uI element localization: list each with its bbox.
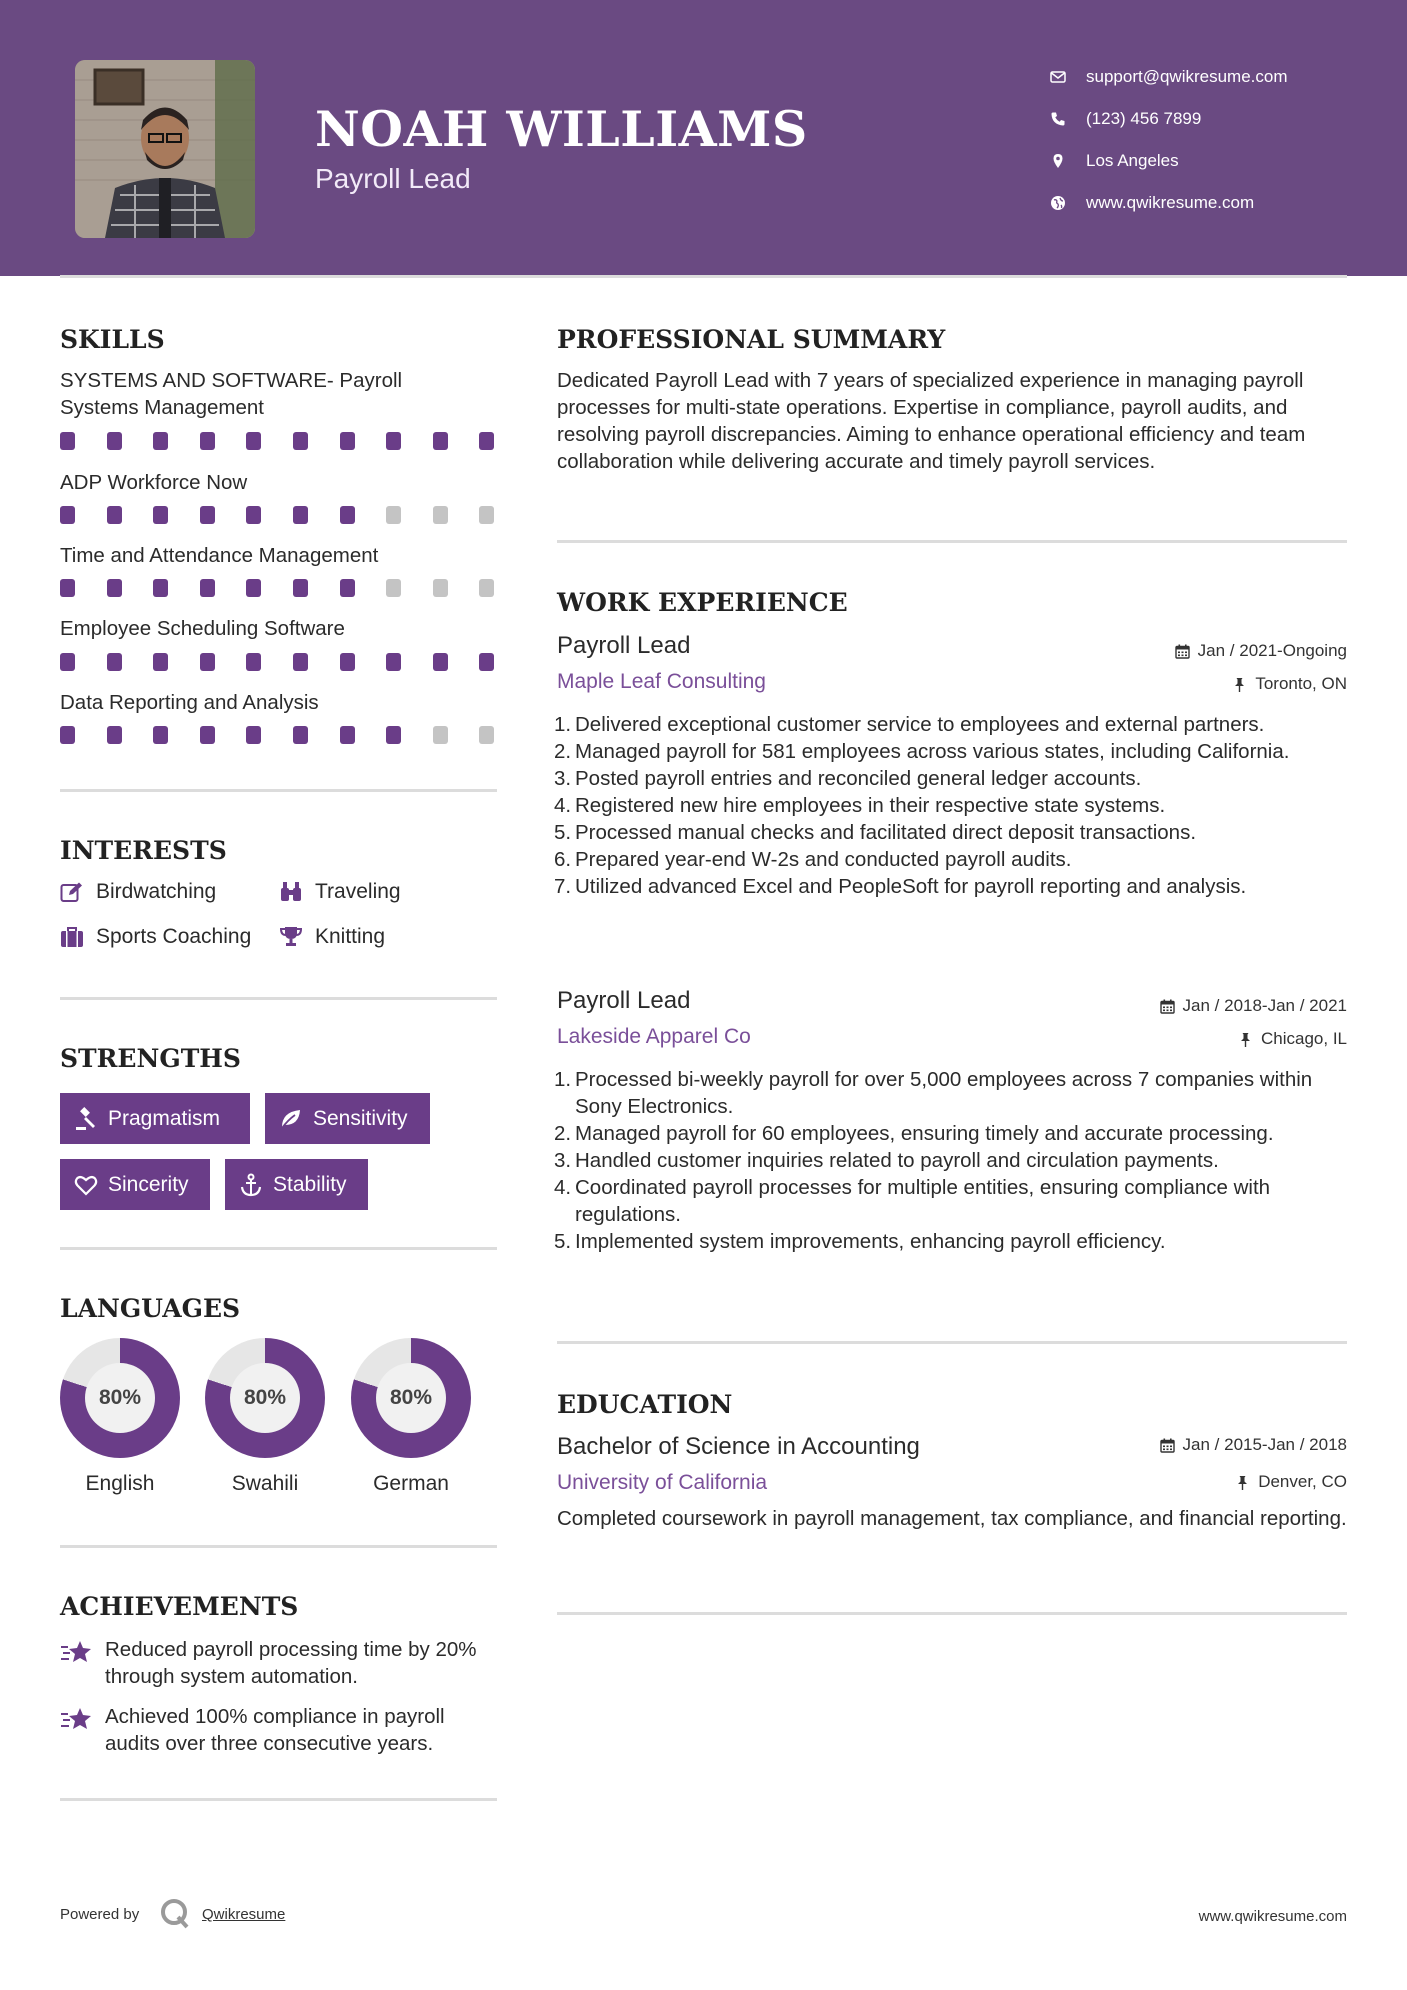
skill-dot-filled bbox=[433, 432, 448, 450]
interests-heading: INTERESTS bbox=[60, 836, 227, 865]
skill-dot-filled bbox=[200, 653, 215, 671]
job-date-text: Jan / 2021-Ongoing bbox=[1197, 641, 1347, 660]
skill-rating bbox=[60, 506, 500, 524]
responsibility-item bbox=[554, 1228, 1357, 1255]
contact-location-text: Los Angeles bbox=[1086, 151, 1179, 170]
responsibility-number: 4. bbox=[554, 1176, 572, 1199]
achievement-item bbox=[60, 1636, 500, 1690]
skill-dot-empty bbox=[433, 579, 448, 597]
skill-label: Employee Scheduling Software bbox=[60, 617, 345, 640]
responsibility-item bbox=[554, 738, 1357, 765]
skill-rating bbox=[60, 432, 500, 450]
map-marker-icon bbox=[1050, 151, 1086, 171]
job-date-text: Jan / 2018-Jan / 2021 bbox=[1182, 996, 1347, 1015]
job-date bbox=[1160, 996, 1347, 1016]
skill-dot-filled bbox=[479, 432, 494, 450]
strength-label: Stability bbox=[273, 1172, 347, 1196]
strength-badge bbox=[265, 1093, 430, 1144]
job-location-text: Chicago, IL bbox=[1261, 1029, 1347, 1048]
experience-heading: WORK EXPERIENCE bbox=[557, 588, 848, 617]
responsibility-item bbox=[554, 765, 1357, 792]
responsibility-number: 1. bbox=[554, 713, 572, 736]
skill-dot-filled bbox=[340, 432, 355, 450]
responsibility-text: Registered new hire employees in their respective state systems. bbox=[575, 794, 1166, 817]
powered-by-label: Powered by bbox=[60, 1906, 140, 1923]
interest-item bbox=[60, 880, 216, 904]
interest-item bbox=[60, 925, 251, 949]
section-divider bbox=[557, 540, 1347, 543]
skill-label: Time and Attendance Management bbox=[60, 544, 379, 567]
language-percent: 80% bbox=[85, 1363, 155, 1433]
skill-dot-filled bbox=[107, 432, 122, 450]
strength-label: Sensitivity bbox=[313, 1106, 408, 1130]
gavel-icon bbox=[74, 1107, 98, 1131]
job-date bbox=[1175, 641, 1347, 661]
candidate-title: Payroll Lead bbox=[315, 163, 471, 194]
responsibility-item bbox=[554, 819, 1357, 846]
language-name: English bbox=[85, 1472, 155, 1495]
strengths-heading: STRENGTHS bbox=[60, 1044, 241, 1073]
shooting-star-icon bbox=[60, 1638, 94, 1666]
skill-dot-filled bbox=[246, 506, 261, 524]
strength-label: Sincerity bbox=[108, 1172, 189, 1196]
language-item bbox=[205, 1338, 325, 1496]
skill-dot-filled bbox=[153, 506, 168, 524]
education-heading: EDUCATION bbox=[557, 1390, 733, 1419]
pencil-square-icon bbox=[60, 881, 84, 903]
pushpin-icon bbox=[1232, 677, 1247, 692]
strength-badge bbox=[225, 1159, 368, 1210]
contact-website[interactable] bbox=[1050, 182, 1380, 224]
phone-icon bbox=[1050, 109, 1086, 129]
responsibility-item bbox=[554, 846, 1357, 873]
company-name: Lakeside Apparel Co bbox=[557, 1025, 751, 1048]
anchor-icon bbox=[239, 1173, 263, 1197]
responsibility-item bbox=[554, 873, 1357, 900]
responsibility-item bbox=[554, 1147, 1357, 1174]
skill-dot-empty bbox=[479, 506, 494, 524]
language-item bbox=[351, 1338, 471, 1496]
education-location bbox=[1235, 1472, 1347, 1492]
calendar-icon bbox=[1160, 1438, 1175, 1453]
skill-dot-filled bbox=[246, 579, 261, 597]
skill-dot-filled bbox=[153, 432, 168, 450]
section-divider bbox=[60, 1798, 497, 1801]
education-date bbox=[1160, 1435, 1347, 1455]
skill-dot-filled bbox=[386, 653, 401, 671]
skill-dot-filled bbox=[153, 653, 168, 671]
skill-dot-filled bbox=[479, 653, 494, 671]
company-name: Maple Leaf Consulting bbox=[557, 670, 766, 693]
responsibility-item bbox=[554, 1120, 1357, 1147]
education-date-text: Jan / 2015-Jan / 2018 bbox=[1182, 1435, 1347, 1454]
skill-label: SYSTEMS AND SOFTWARE- Payroll Systems Management bbox=[60, 369, 403, 419]
envelope-icon bbox=[1050, 67, 1086, 87]
skill-dot-filled bbox=[293, 579, 308, 597]
section-divider bbox=[557, 1341, 1347, 1344]
header-divider bbox=[60, 275, 1347, 278]
responsibility-text: Handled customer inquiries related to payroll and circulation payments. bbox=[575, 1149, 1219, 1172]
achievement-text: Achieved 100% compliance in payroll audits over three consecutive years. bbox=[105, 1705, 445, 1755]
candidate-name: NOAH WILLIAMS bbox=[315, 100, 808, 158]
summary-text: Dedicated Payroll Lead with 7 years of specialized experience in managing payroll processes for multi-state operations. Expertise in compliance, payroll audits, and resolving payroll discrepancies. Aiming to enhance operational efficiency and team collaboration while delivering accurate and timely payroll services. bbox=[557, 369, 1306, 473]
skill-dot-empty bbox=[433, 726, 448, 744]
skill-dot-filled bbox=[386, 432, 401, 450]
responsibility-text: Processed bi-weekly payroll for over 5,000 employees across 7 companies within Sony Electronics. bbox=[575, 1068, 1313, 1118]
skill-dot-filled bbox=[246, 432, 261, 450]
school-name: University of California bbox=[557, 1471, 768, 1494]
skill-dot-empty bbox=[479, 726, 494, 744]
skill-rating bbox=[60, 726, 500, 744]
contact-email[interactable] bbox=[1050, 56, 1380, 98]
skill-dot-filled bbox=[107, 653, 122, 671]
skill-dot-filled bbox=[153, 726, 168, 744]
skill-dot-filled bbox=[293, 506, 308, 524]
job-location bbox=[1232, 674, 1347, 694]
responsibility-number: 2. bbox=[554, 1122, 572, 1145]
achievement-text: Reduced payroll processing time by 20% through system automation. bbox=[105, 1638, 477, 1688]
contact-phone-text: (123) 456 7899 bbox=[1086, 109, 1202, 128]
skill-label: ADP Workforce Now bbox=[60, 471, 248, 494]
skill-dot-filled bbox=[340, 653, 355, 671]
skill-dot-filled bbox=[246, 726, 261, 744]
language-ring bbox=[351, 1338, 471, 1458]
responsibility-number: 3. bbox=[554, 1149, 572, 1172]
strength-badge bbox=[60, 1159, 210, 1210]
interest-label: Birdwatching bbox=[96, 880, 217, 903]
footer-website[interactable]: www.qwikresume.com bbox=[1198, 1908, 1347, 1925]
skill-dot-filled bbox=[340, 579, 355, 597]
qwikresume-logo-icon bbox=[158, 1896, 192, 1930]
education-description: Completed coursework in payroll management, tax compliance, and financial reporting. bbox=[557, 1507, 1347, 1530]
responsibility-text: Managed payroll for 60 employees, ensuring timely and accurate processing. bbox=[575, 1122, 1274, 1145]
briefcase-icon bbox=[60, 926, 84, 948]
calendar-icon bbox=[1160, 999, 1175, 1014]
skill-dot-filled bbox=[60, 726, 75, 744]
skill-dot-filled bbox=[200, 506, 215, 524]
responsibility-number: 7. bbox=[554, 875, 572, 898]
job-title: Payroll Lead bbox=[557, 987, 691, 1014]
contact-email-text: support@qwikresume.com bbox=[1086, 67, 1288, 86]
skill-dot-filled bbox=[60, 506, 75, 524]
section-divider bbox=[60, 1247, 497, 1250]
globe-icon bbox=[1050, 193, 1086, 213]
interest-item bbox=[279, 925, 385, 949]
responsibility-number: 2. bbox=[554, 740, 572, 763]
skill-rating bbox=[60, 653, 500, 671]
skill-dot-filled bbox=[293, 653, 308, 671]
skill-dot-filled bbox=[200, 432, 215, 450]
shooting-star-icon bbox=[60, 1705, 94, 1733]
interest-label: Traveling bbox=[315, 880, 401, 903]
languages-heading: LANGUAGES bbox=[60, 1294, 241, 1323]
skill-label: Data Reporting and Analysis bbox=[60, 691, 319, 714]
language-item bbox=[60, 1338, 180, 1496]
job-responsibilities bbox=[554, 711, 1357, 900]
skill-dot-filled bbox=[60, 653, 75, 671]
responsibility-item bbox=[554, 711, 1357, 738]
contact-list bbox=[1050, 56, 1380, 224]
language-percent: 80% bbox=[230, 1363, 300, 1433]
language-name: Swahili bbox=[231, 1472, 299, 1495]
language-ring bbox=[60, 1338, 180, 1458]
responsibility-number: 5. bbox=[554, 821, 572, 844]
skill-rating bbox=[60, 579, 500, 597]
summary-heading: PROFESSIONAL SUMMARY bbox=[557, 325, 946, 354]
responsibility-item bbox=[554, 1174, 1357, 1228]
leaf-icon bbox=[279, 1107, 303, 1131]
job-location-text: Toronto, ON bbox=[1255, 674, 1347, 693]
responsibility-number: 5. bbox=[554, 1230, 572, 1253]
degree-title: Bachelor of Science in Accounting bbox=[557, 1433, 920, 1460]
skill-dot-filled bbox=[293, 726, 308, 744]
education-location-text: Denver, CO bbox=[1258, 1472, 1347, 1491]
skill-dot-filled bbox=[340, 726, 355, 744]
skill-dot-filled bbox=[107, 726, 122, 744]
achievements-heading: ACHIEVEMENTS bbox=[60, 1592, 299, 1621]
skill-dot-empty bbox=[386, 506, 401, 524]
strength-label: Pragmatism bbox=[108, 1106, 221, 1130]
skill-dot-filled bbox=[60, 579, 75, 597]
resume-header bbox=[0, 0, 1407, 276]
skill-dot-filled bbox=[293, 432, 308, 450]
responsibility-number: 4. bbox=[554, 794, 572, 817]
interest-label: Knitting bbox=[315, 925, 386, 948]
skill-dot-filled bbox=[107, 579, 122, 597]
calendar-icon bbox=[1175, 644, 1190, 659]
responsibility-text: Coordinated payroll processes for multiple entities, ensuring compliance with regulations. bbox=[575, 1176, 1271, 1226]
responsibility-text: Implemented system improvements, enhancing payroll efficiency. bbox=[575, 1230, 1166, 1253]
language-name: German bbox=[373, 1472, 449, 1495]
responsibility-text: Delivered exceptional customer service to employees and external partners. bbox=[575, 713, 1265, 736]
skill-dot-filled bbox=[200, 579, 215, 597]
responsibility-item bbox=[554, 792, 1357, 819]
skill-dot-empty bbox=[479, 579, 494, 597]
profile-photo bbox=[75, 60, 255, 238]
job-title: Payroll Lead bbox=[557, 632, 691, 659]
interest-item bbox=[279, 880, 401, 904]
interest-label: Sports Coaching bbox=[96, 925, 252, 948]
responsibility-text: Prepared year-end W-2s and conducted payroll audits. bbox=[575, 848, 1072, 871]
qwikresume-link[interactable]: Qwikresume bbox=[202, 1906, 286, 1923]
contact-website-text: www.qwikresume.com bbox=[1086, 193, 1255, 212]
job-location bbox=[1238, 1029, 1347, 1049]
skill-dot-filled bbox=[340, 506, 355, 524]
binoculars-icon bbox=[279, 881, 303, 903]
skill-dot-filled bbox=[153, 579, 168, 597]
skill-dot-empty bbox=[386, 579, 401, 597]
section-divider bbox=[60, 1545, 497, 1548]
skill-dot-filled bbox=[107, 506, 122, 524]
strength-badge bbox=[60, 1093, 250, 1144]
pushpin-icon bbox=[1238, 1032, 1253, 1047]
skill-dot-filled bbox=[386, 726, 401, 744]
contact-phone[interactable] bbox=[1050, 98, 1380, 140]
skill-dot-empty bbox=[433, 506, 448, 524]
page-footer bbox=[60, 1896, 1347, 1936]
responsibility-text: Managed payroll for 581 employees across various states, including California. bbox=[575, 740, 1290, 763]
trophy-icon bbox=[279, 926, 303, 948]
achievement-item bbox=[60, 1703, 500, 1757]
skill-dot-filled bbox=[433, 653, 448, 671]
skill-dot-filled bbox=[60, 432, 75, 450]
responsibility-text: Processed manual checks and facilitated direct deposit transactions. bbox=[575, 821, 1197, 844]
job-responsibilities bbox=[554, 1066, 1357, 1255]
responsibility-text: Posted payroll entries and reconciled general ledger accounts. bbox=[575, 767, 1142, 790]
responsibility-number: 6. bbox=[554, 848, 572, 871]
skills-heading: SKILLS bbox=[60, 325, 165, 354]
responsibility-item bbox=[554, 1066, 1357, 1120]
section-divider bbox=[60, 997, 497, 1000]
section-divider bbox=[60, 789, 497, 792]
language-percent: 80% bbox=[376, 1363, 446, 1433]
responsibility-text: Utilized advanced Excel and PeopleSoft for payroll reporting and analysis. bbox=[575, 875, 1247, 898]
section-divider bbox=[557, 1612, 1347, 1615]
skill-dot-filled bbox=[246, 653, 261, 671]
responsibility-number: 3. bbox=[554, 767, 572, 790]
heart-icon bbox=[74, 1173, 98, 1197]
contact-location bbox=[1050, 140, 1380, 182]
skill-dot-filled bbox=[200, 726, 215, 744]
responsibility-number: 1. bbox=[554, 1068, 572, 1091]
language-ring bbox=[205, 1338, 325, 1458]
pushpin-icon bbox=[1235, 1475, 1250, 1490]
